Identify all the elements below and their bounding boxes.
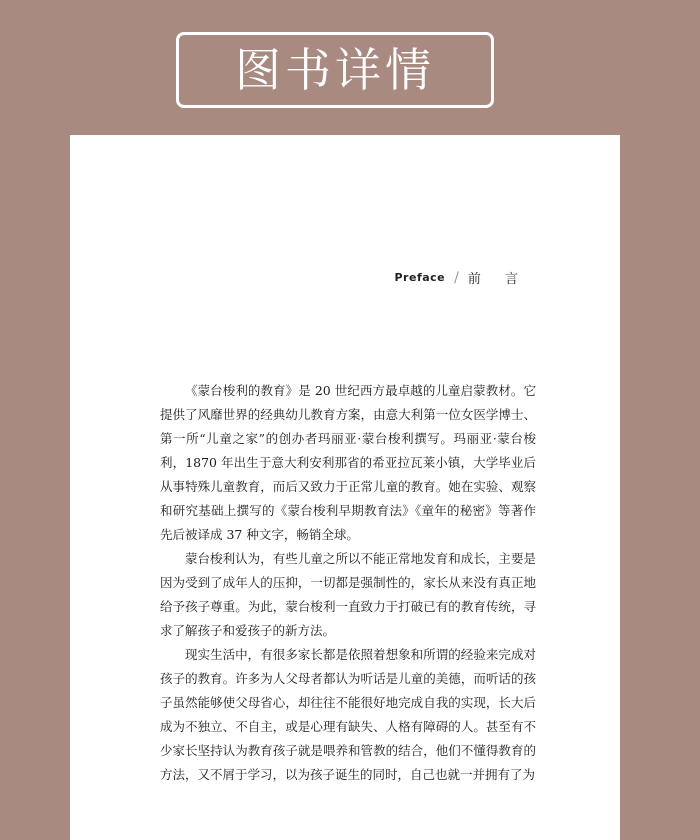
title-banner <box>176 32 494 108</box>
book-page <box>70 135 620 840</box>
preface-chinese-label: 前 言 <box>467 272 528 287</box>
section-header <box>395 268 529 287</box>
paragraph: 蒙台梭利认为，有些儿童之所以不能正常地发育和成长，主要是因为受到了成年人的压抑，一切都是强制性的，家长从来没有真正地给予孩子尊重。为此，蒙台梭利一直致力于打破已有的教育传统，寻求了解孩子和爱孩子的新方法。 <box>160 551 536 638</box>
paragraph: 《蒙台梭利的教育》是 20 世纪西方最卓越的儿童启蒙教材。它提供了风靡世界的经典幼儿教育方案，由意大利第一位女医学博士、第一所“儿童之家”的创办者玛丽亚·蒙台梭利撰写。玛丽亚·蒙台梭利，1870 年出生于意大利安利那省的希亚拉瓦莱小镇，大学毕业后从事特殊儿童教育，而后又致力于正常儿童的教育。她在实验、观察和研究基础上撰写的《蒙台梭利早期教育法》《童年的秘密》等著作先后被译成 37 种文字，畅销全球。 <box>160 383 536 542</box>
preface-english-label: Preface <box>394 271 446 284</box>
header-divider: / <box>454 269 459 286</box>
paragraph: 现实生活中，有很多家长都是依照着想象和所谓的经验来完成对孩子的教育。许多为人父母者都认为听话是儿童的美德，而听话的孩子虽然能够使父母省心，却往往不能很好地完成自我的实现，长大后成为不独立、不自主，或是心理有缺失、人格有障碍的人。甚至有不少家长坚持认为教育孩子就是喂养和管教的结合，他们不懂得教育的方法，又不屑于学习，以为孩子诞生的同时，自己也就一并拥有了为 <box>160 647 536 782</box>
banner-title: 图书详情 <box>235 43 435 97</box>
preface-body <box>160 379 536 787</box>
